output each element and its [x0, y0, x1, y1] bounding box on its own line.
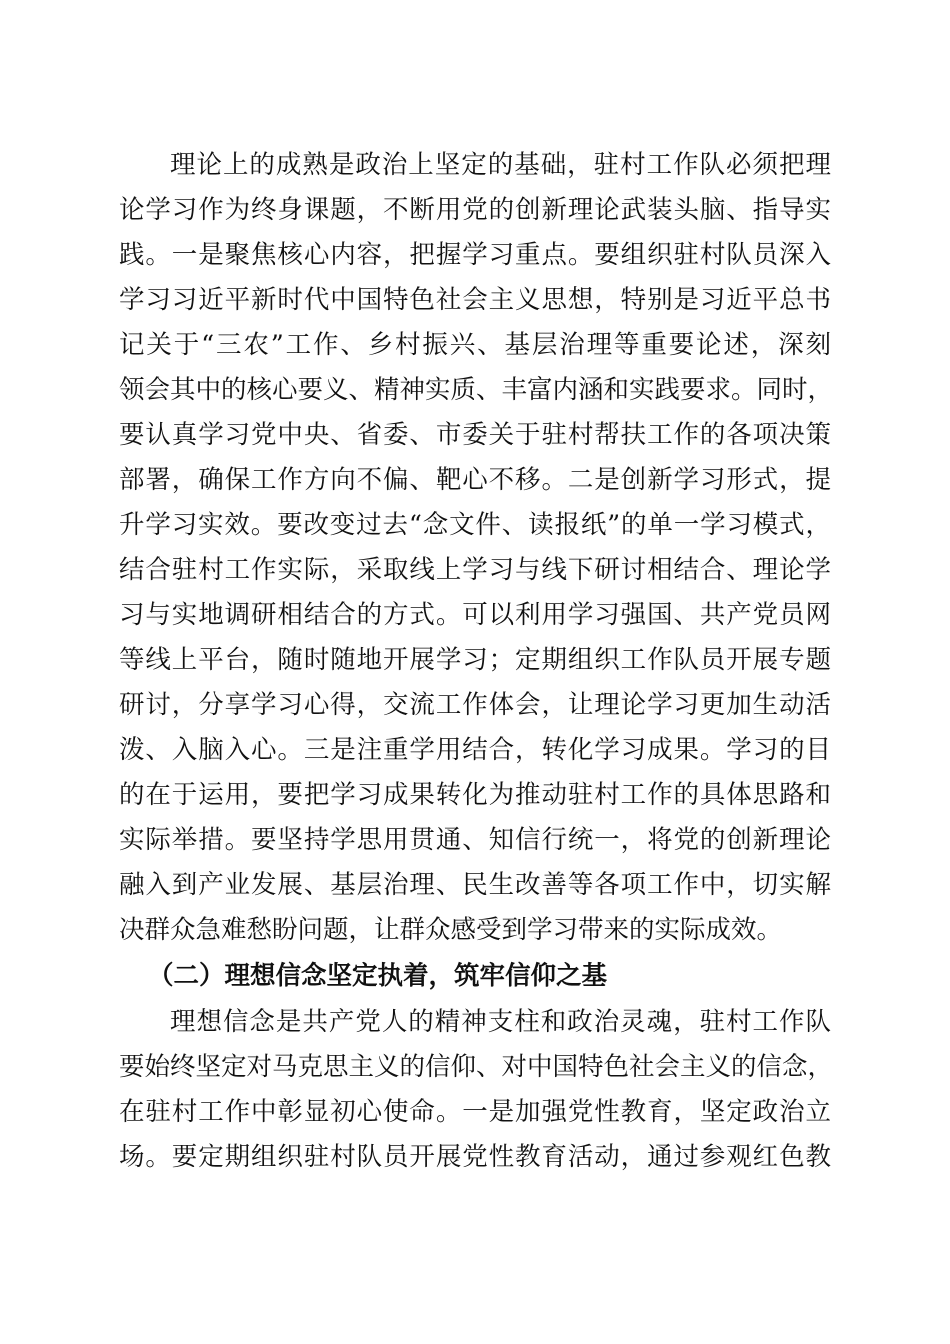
paragraph-1-line-17: 融入到产业发展、基层治理、民生改善等各项工作中，切实解 — [119, 870, 831, 900]
paragraph-1-line-8: 部署，确保工作方向不偏、靶心不移。二是创新学习形式，提 — [119, 465, 831, 495]
paragraph-1-line-5: 记关于“三农”工作、乡村振兴、基层治理等重要论述，深刻 — [119, 330, 831, 360]
paragraph-1-line-6: 领会其中的核心要义、精神实质、丰富内涵和实践要求。同时， — [119, 375, 834, 405]
paragraph-1-line-16: 实际举措。要坚持学思用贯通、知信行统一，将党的创新理论 — [119, 825, 831, 855]
paragraph-1-line-9: 升学习实效。要改变过去“念文件、读报纸”的单一学习模式， — [119, 510, 831, 540]
section-heading: （二）理想信念坚定执着，筑牢信仰之基 — [148, 961, 608, 991]
paragraph-1-line-15: 的在于运用，要把学习成果转化为推动驻村工作的具体思路和 — [119, 780, 831, 810]
paragraph-1-line-12: 等线上平台，随时随地开展学习；定期组织工作队员开展专题 — [119, 645, 831, 675]
paragraph-2-line-2: 要始终坚定对马克思主义的信仰、对中国特色社会主义的信念， — [119, 1052, 834, 1082]
paragraph-2-line-1: 理想信念是共产党人的精神支柱和政治灵魂，驻村工作队 — [170, 1007, 831, 1037]
paragraph-1-line-18: 决群众急难愁盼问题，让群众感受到学习带来的实际成效。 — [119, 915, 783, 945]
paragraph-1-line-1: 理论上的成熟是政治上坚定的基础，驻村工作队必须把理 — [170, 150, 831, 180]
paragraph-2-line-4: 场。要定期组织驻村队员开展党性教育活动，通过参观红色教 — [119, 1142, 831, 1172]
paragraph-1-line-11: 习与实地调研相结合的方式。可以利用学习强国、共产党员网 — [119, 600, 831, 630]
paragraph-1-line-4: 学习习近平新时代中国特色社会主义思想，特别是习近平总书 — [119, 285, 831, 315]
paragraph-1-line-14: 泼、入脑入心。三是注重学用结合，转化学习成果。学习的目 — [119, 735, 831, 765]
paragraph-1-line-10: 结合驻村工作实际，采取线上学习与线下研讨相结合、理论学 — [119, 555, 831, 585]
paragraph-1-line-3: 践。一是聚焦核心内容，把握学习重点。要组织驻村队员深入 — [119, 240, 831, 270]
paragraph-2-line-3: 在驻村工作中彰显初心使命。一是加强党性教育，坚定政治立 — [119, 1097, 831, 1127]
paragraph-1-line-13: 研讨，分享学习心得，交流工作体会，让理论学习更加生动活 — [119, 690, 831, 720]
paragraph-1-line-7: 要认真学习党中央、省委、市委关于驻村帮扶工作的各项决策 — [119, 420, 831, 450]
paragraph-1-line-2: 论学习作为终身课题，不断用党的创新理论武装头脑、指导实 — [119, 195, 831, 225]
